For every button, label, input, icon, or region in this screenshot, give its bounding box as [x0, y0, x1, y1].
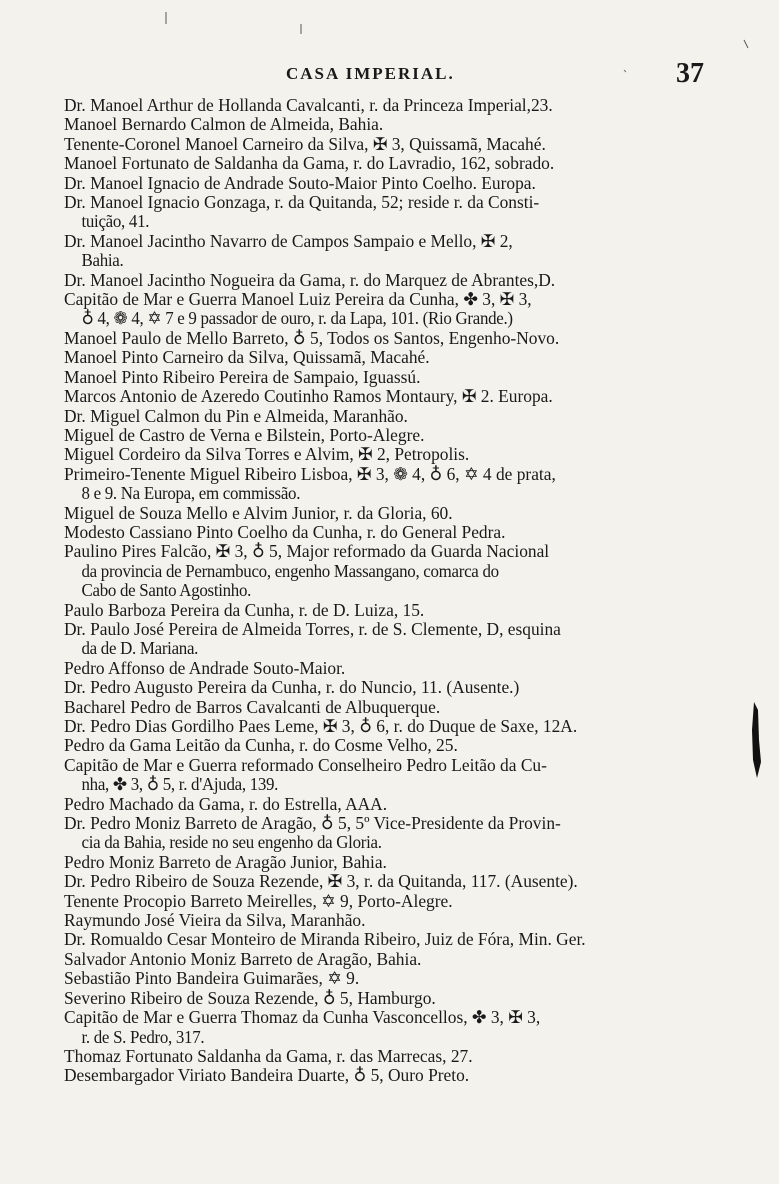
entry-line: Thomaz Fortunato Saldanha da Gama, r. das Marrecas, 27. [64, 1045, 473, 1066]
list-item [64, 950, 704, 969]
list-item [64, 911, 704, 930]
entry-line: Salvador Antonio Moniz Barreto de Aragão, Bahia. [64, 948, 422, 969]
list-item [64, 271, 704, 290]
list-item [64, 620, 704, 659]
entry-continuation-line: 8 e 9. Na Europa, em commissão. [81, 483, 301, 504]
entry-line: Pedro Moniz Barreto de Aragão Junior, Bahia. [64, 851, 387, 872]
entry-line: Dr. Paulo José Pereira de Almeida Torres, r. de S. Clemente, D, esquina [64, 618, 561, 639]
entry-line: Pedro Machado da Gama, r. do Estrella, AAA. [64, 793, 388, 814]
list-item [64, 115, 704, 134]
list-item [64, 1066, 704, 1085]
page-header [0, 58, 779, 98]
entry-line: Dr. Manoel Ignacio de Andrade Souto-Maior Pinto Coelho. Europa. [64, 172, 536, 193]
list-item [64, 504, 704, 523]
entry-line: Raymundo José Vieira da Silva, Maranhão. [64, 910, 366, 931]
entry-line: Desembargador Viriato Bandeira Duarte, ♁ 5, Ouro Preto. [64, 1065, 470, 1086]
entry-continuation-line: Bahia. [81, 250, 124, 271]
entry-line: Dr. Pedro Moniz Barreto de Aragão, ♁ 5, 5º Vice-Presidente da Provin- [64, 813, 561, 834]
entry-line: Dr. Manoel Jacintho Navarro de Campos Sampaio e Mello, ✠ 2, [64, 230, 513, 251]
list-item [64, 892, 704, 911]
entry-line: Pedro da Gama Leitão da Cunha, r. do Cosme Velho, 25. [64, 735, 458, 756]
list-item [64, 174, 704, 193]
entry-line: Dr. Pedro Dias Gordilho Paes Leme, ✠ 3, ♁ 6, r. do Duque de Saxe, 12A. [64, 716, 578, 736]
list-item [64, 872, 704, 891]
list-item [64, 232, 704, 271]
list-item [64, 135, 704, 154]
entry-continuation-line: nha, ✤ 3, ♁ 5, r. d'Ajuda, 139. [81, 774, 279, 795]
list-item [64, 154, 704, 173]
list-item [64, 736, 704, 755]
entry-line: Sebastião Pinto Bandeira Guimarães, ✡ 9. [64, 968, 360, 989]
entry-line: Dr. Miguel Calmon du Pin e Almeida, Maranhão. [64, 405, 408, 426]
list-item [64, 193, 704, 232]
entry-line: Manoel Paulo de Mello Barreto, ♁ 5, Todos os Santos, Engenho-Novo. [64, 327, 560, 348]
list-item [64, 348, 704, 367]
entry-line: Miguel Cordeiro da Silva Torres e Alvim, ✠ 2, Petropolis. [64, 444, 470, 465]
list-item [64, 96, 704, 115]
list-item [64, 969, 704, 988]
entry-continuation-line: tuição, 41. [81, 211, 150, 232]
entry-line: Bacharel Pedro de Barros Cavalcanti de Albuquerque. [64, 696, 441, 717]
entry-line: Severino Ribeiro de Souza Rezende, ♁ 5, Hamburgo. [64, 987, 436, 1008]
list-item [64, 678, 704, 697]
entry-line: Dr. Manoel Ignacio Gonzaga, r. da Quitanda, 52; reside r. da Consti- [64, 192, 540, 213]
list-item [64, 407, 704, 426]
entry-line: Capitão de Mar e Guerra reformado Conselheiro Pedro Leitão da Cu- [64, 754, 547, 775]
entry-line: Paulino Pires Falcão, ✠ 3, ♁ 5, Major reformado da Guarda Nacional [64, 541, 550, 562]
entry-continuation-line: ♁ 4, ❁ 4, ✡ 7 e 9 passador de ouro, r. da Lapa, 101. (Rio Grande.) [81, 308, 513, 329]
entry-line: Modesto Cassiano Pinto Coelho da Cunha, r. do General Pedra. [64, 521, 506, 542]
running-title: CASA IMPERIAL. [286, 64, 455, 83]
entry-list [64, 96, 704, 1086]
list-item [64, 601, 704, 620]
entry-line: Dr. Romualdo Cesar Monteiro de Miranda Ribeiro, Juiz de Fóra, Min. Ger. [64, 929, 586, 950]
entry-continuation-line: r. de S. Pedro, 317. [81, 1026, 205, 1047]
entry-line: Tenente-Coronel Manoel Carneiro da Silva, ✠ 3, Quissamã, Macahé. [64, 133, 546, 154]
entry-line: Capitão de Mar e Guerra Manoel Luiz Pereira da Cunha, ✤ 3, ✠ 3, [64, 289, 532, 310]
entry-line: Manoel Bernardo Calmon de Almeida, Bahia. [64, 114, 384, 135]
entry-line: Dr. Pedro Augusto Pereira da Cunha, r. do Nuncio, 11. (Ausente.) [64, 677, 520, 698]
list-item [64, 989, 704, 1008]
entry-line: Dr. Manoel Arthur de Hollanda Cavalcanti, r. da Princeza Imperial,23. [64, 95, 553, 115]
entry-line: Miguel de Souza Mello e Alvim Junior, r. da Gloria, 60. [64, 502, 453, 523]
entry-line: Manoel Pinto Carneiro da Silva, Quissamã, Macahé. [64, 347, 430, 368]
list-item [64, 717, 704, 736]
list-item [64, 814, 704, 853]
entry-line: Paulo Barboza Pereira da Cunha, r. de D. Luiza, 15. [64, 599, 425, 620]
list-item [64, 426, 704, 445]
list-item [64, 853, 704, 872]
list-item [64, 445, 704, 464]
list-item [64, 329, 704, 348]
list-item [64, 930, 704, 949]
entry-line: Manoel Fortunato de Saldanha da Gama, r. do Lavradio, 162, sobrado. [64, 153, 555, 174]
list-item [64, 387, 704, 406]
entry-line: Miguel de Castro de Verna e Bilstein, Porto-Alegre. [64, 424, 425, 445]
entry-continuation-line: da de D. Mariana. [81, 638, 199, 659]
entry-line: Dr. Pedro Ribeiro de Souza Rezende, ✠ 3, r. da Quitanda, 117. (Ausente). [64, 871, 578, 892]
entry-line: Pedro Affonso de Andrade Souto-Maior. [64, 657, 346, 678]
margin-ink-mark [750, 700, 762, 780]
list-item [64, 1047, 704, 1066]
list-item [64, 659, 704, 678]
entry-line: Marcos Antonio de Azeredo Coutinho Ramos Montaury, ✠ 2. Europa. [64, 386, 553, 407]
list-item [64, 795, 704, 814]
list-item [64, 465, 704, 504]
list-item [64, 368, 704, 387]
list-item [64, 523, 704, 542]
entry-continuation-line: cia da Bahia, reside no seu engenho da Gloria. [81, 832, 382, 853]
entry-continuation-line: Cabo de Santo Agostinho. [81, 580, 252, 601]
entry-line: Tenente Procopio Barreto Meirelles, ✡ 9, Porto-Alegre. [64, 890, 453, 911]
list-item [64, 542, 704, 600]
list-item [64, 698, 704, 717]
list-item [64, 756, 704, 795]
list-item [64, 290, 704, 329]
list-item [64, 1008, 704, 1047]
entry-continuation-line: da provincia de Pernambuco, engenho Massangano, comarca do [81, 560, 499, 581]
entry-line: Dr. Manoel Jacintho Nogueira da Gama, r. do Marquez de Abrantes,D. [64, 269, 556, 290]
entry-line: Primeiro-Tenente Miguel Ribeiro Lisboa, ✠ 3, ❁ 4, ♁ 6, ✡ 4 de prata, [64, 463, 556, 484]
entry-line: Manoel Pinto Ribeiro Pereira de Sampaio, Iguassú. [64, 366, 421, 387]
entry-line: Capitão de Mar e Guerra Thomaz da Cunha Vasconcellos, ✤ 3, ✠ 3, [64, 1007, 541, 1028]
page-number: 37 [676, 58, 704, 89]
